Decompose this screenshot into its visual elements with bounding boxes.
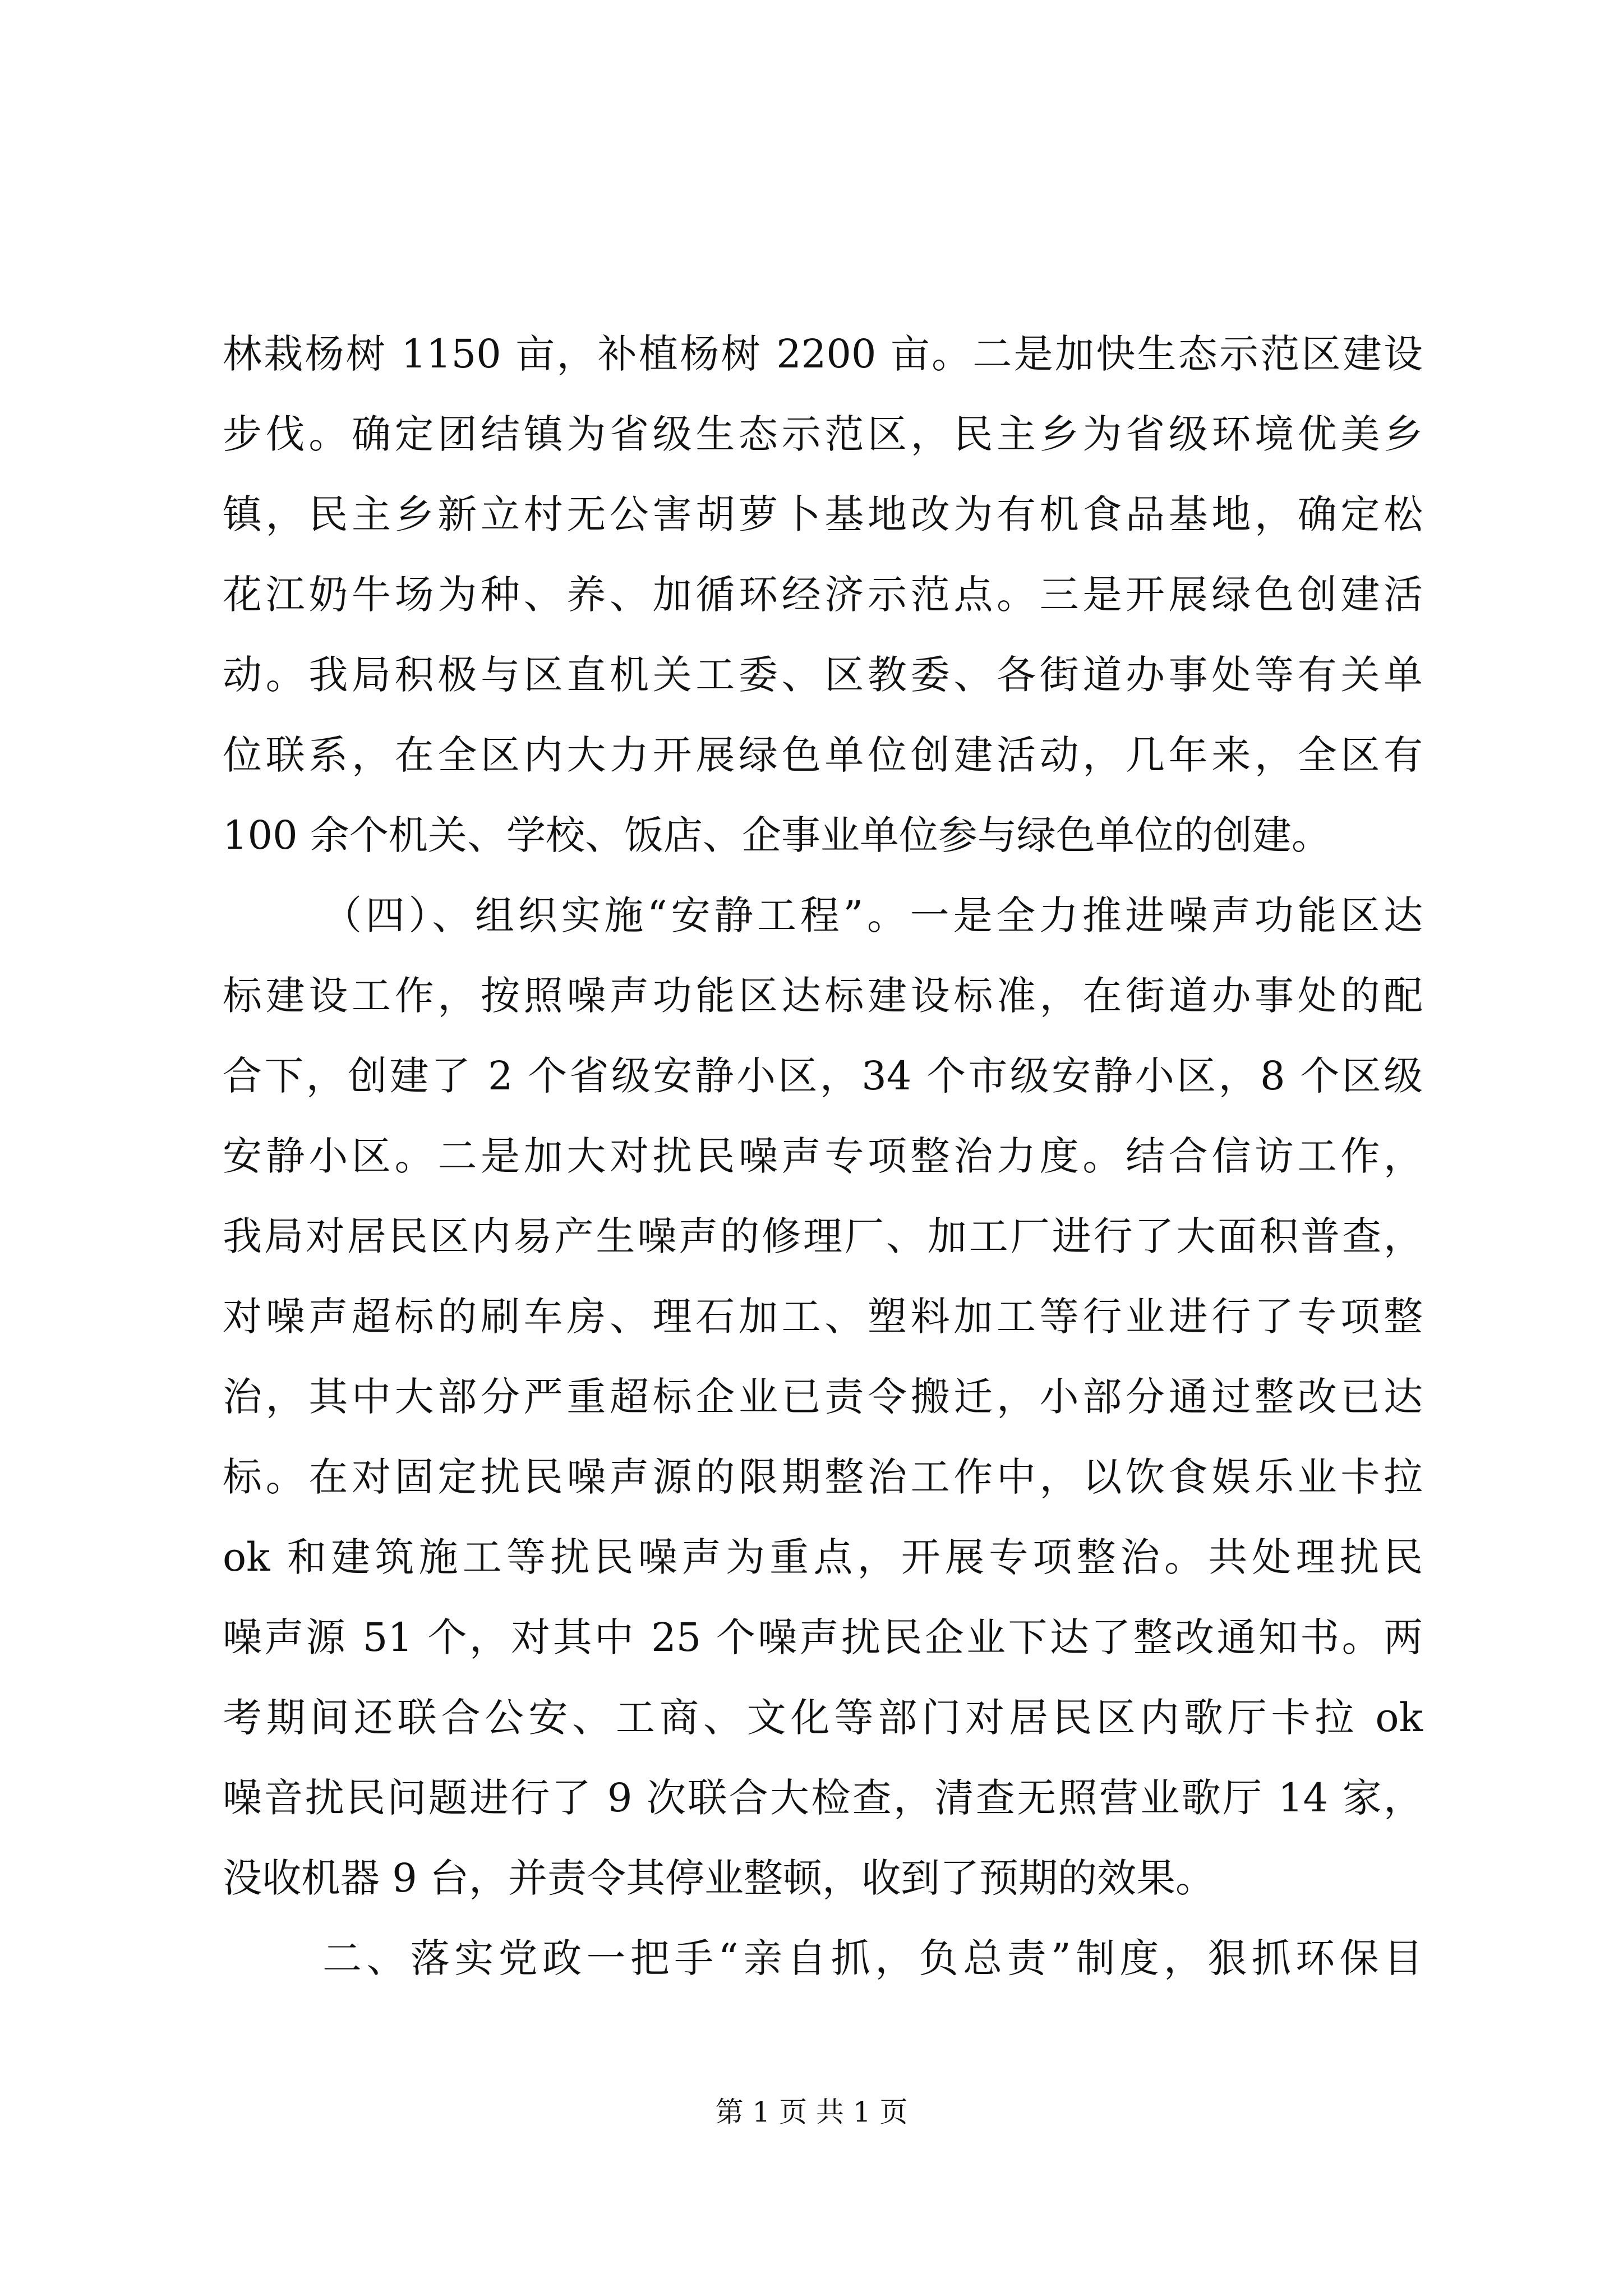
document-body: [223, 314, 1423, 1999]
text-line: 对噪声超标的刷车房、理石加工、塑料加工等行业进行了专项整: [223, 1294, 1423, 1340]
text-line: 标。在对固定扰民噪声源的限期整治工作中，以饮食娱乐业卡拉: [223, 1454, 1423, 1500]
text-line: 合下，创建了 2 个省级安静小区，34 个市级安静小区，8 个区级: [223, 1053, 1423, 1099]
text-line: ok 和建筑施工等扰民噪声为重点，开展专项整治。共处理扰民: [223, 1534, 1423, 1580]
page-footer: 第 1 页 共 1 页: [715, 2096, 908, 2128]
section-heading-line: 二、落实党政一把手“亲自抓，负总责”制度，狠抓环保目: [322, 1935, 1423, 1981]
text-line: 我局对居民区内易产生噪声的修理厂、加工厂进行了大面积普查，: [223, 1213, 1423, 1259]
text-line: 位联系，在全区内大力开展绿色单位创建活动，几年来，全区有: [223, 732, 1423, 778]
paragraph-heading-line: （四）、组织实施“安静工程”。一是全力推进噪声功能区达: [322, 892, 1423, 938]
text-line: 标建设工作，按照噪声功能区达标建设标准，在街道办事处的配: [223, 973, 1423, 1019]
text-line: 镇，民主乡新立村无公害胡萝卜基地改为有机食品基地，确定松: [223, 491, 1423, 537]
text-line: 动。我局积极与区直机关工委、区教委、各街道办事处等有关单: [223, 652, 1423, 698]
text-line: 安静小区。二是加大对扰民噪声专项整治力度。结合信访工作，: [223, 1133, 1423, 1179]
text-line: 考期间还联合公安、工商、文化等部门对居民区内歌厅卡拉 ok: [223, 1695, 1423, 1741]
text-line: 花江奶牛场为种、养、加循环经济示范点。三是开展绿色创建活: [223, 572, 1423, 618]
text-line: 治，其中大部分严重超标企业已责令搬迁，小部分通过整改已达: [223, 1374, 1423, 1420]
text-line: 噪音扰民问题进行了 9 次联合大检查，清查无照营业歌厅 14 家，: [223, 1775, 1423, 1821]
text-line: 100 余个机关、学校、饭店、企事业单位参与绿色单位的创建。: [223, 812, 1331, 858]
text-line: 林栽杨树 1150 亩，补植杨树 2200 亩。二是加快生态示范区建设: [223, 331, 1423, 377]
text-line: 噪声源 51 个，对其中 25 个噪声扰民企业下达了整改通知书。两: [223, 1614, 1423, 1660]
text-line: 步伐。确定团结镇为省级生态示范区，民主乡为省级环境优美乡: [223, 411, 1423, 457]
text-line: 没收机器 9 台，并责令其停业整顿，收到了预期的效果。: [223, 1855, 1215, 1901]
